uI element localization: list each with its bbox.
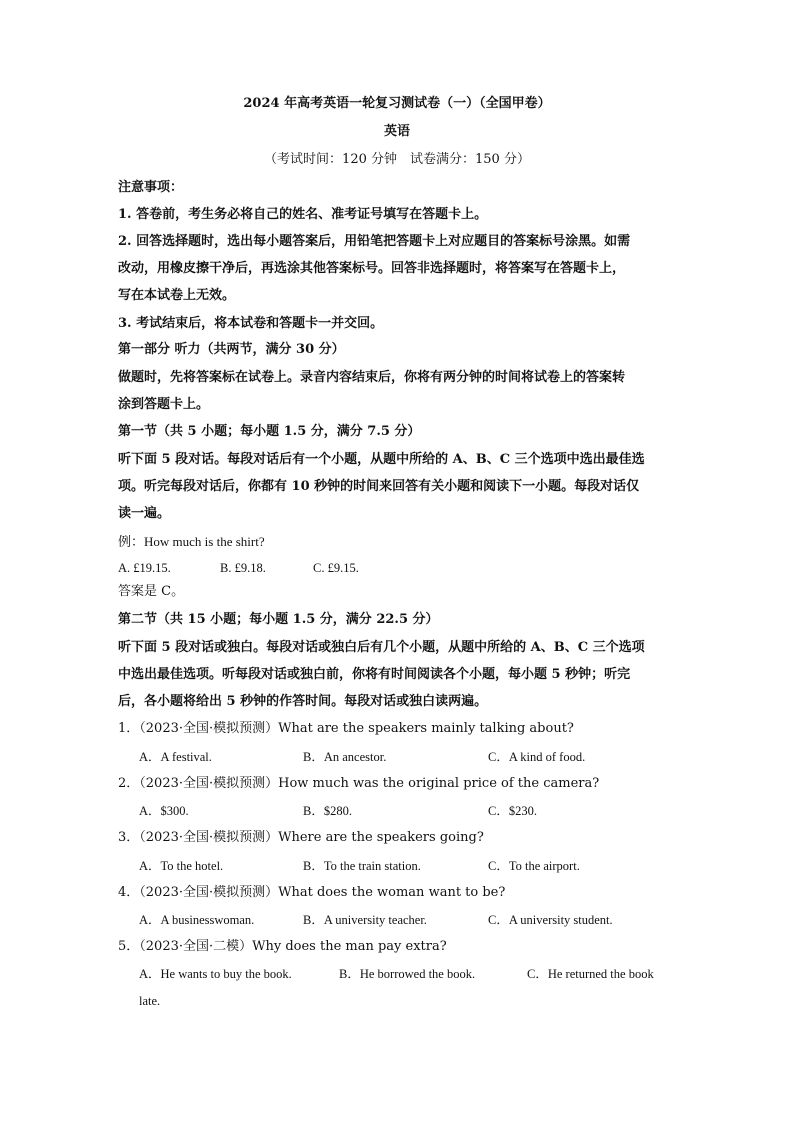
example-question: 例：How much is the shirt? xyxy=(118,534,265,549)
question-option-c: C．A university student. xyxy=(488,913,613,927)
section1-instruction-line-2: 项。听完每段对话后，你都有 10 秒钟的时间来回答有关小题和阅读下一小题。每段对话仅 xyxy=(118,479,640,494)
question-stem: 1．（2023·全国·模拟预测）What are the speakers mainly talking about? xyxy=(118,721,574,736)
note-item-3: 3. 考试结束后，将本试卷和答题卡一并交回。 xyxy=(118,316,384,331)
note-item-1: 1. 答卷前，考生务必将自己的姓名、准考证号填写在答题卡上。 xyxy=(118,207,488,222)
question-option-c: C．To the airport. xyxy=(488,859,580,873)
section1-instruction-line-1: 听下面 5 段对话。每段对话后有一个小题，从题中所给的 A、B、C 三个选项中选出最佳选 xyxy=(118,452,645,467)
question-option-a: A．A festival. xyxy=(139,750,212,764)
notes-heading: 注意事项： xyxy=(118,180,184,195)
note-item-2-line-2: 改动，用橡皮擦干净后，再选涂其他答案标号。回答非选择题时，将答案写在答题卡上， xyxy=(118,261,626,276)
question-option-a: A．He wants to buy the book. xyxy=(139,967,292,981)
question-option-b: B．He borrowed the book. xyxy=(339,967,476,981)
question-option-a: A．A businesswoman. xyxy=(139,913,255,927)
question-option-b: B．An ancestor. xyxy=(303,750,387,764)
part1-heading: 第一部分 听力（共两节，满分 30 分） xyxy=(118,342,345,357)
section2-instruction-line-1: 听下面 5 段对话或独白。每段对话或独白后有几个小题，从题中所给的 A、B、C 三个选项 xyxy=(118,640,645,655)
question-option-a: A．To the hotel. xyxy=(139,859,224,873)
question-stem: 3．（2023·全国·模拟预测）Where are the speakers going? xyxy=(118,830,484,845)
question-option-c: C．He returned the book xyxy=(527,967,654,981)
subject-title: 英语 xyxy=(383,124,410,139)
section2-instruction-line-3: 后，各小题将给出 5 秒钟的作答时间。每段对话或独白读两遍。 xyxy=(118,694,488,709)
example-option-a: A. £19.15. xyxy=(118,561,171,575)
question-stem: 2．（2023·全国·模拟预测）How much was the original price of the camera? xyxy=(118,776,600,791)
section2-instruction-line-2: 中选出最佳选项。听每段对话或独白前，你将有时间阅读各个小题，每小题 5 秒钟；听完 xyxy=(118,667,631,682)
example-answer: 答案是 C。 xyxy=(118,584,185,599)
question-stem: 4．（2023·全国·模拟预测）What does the woman want to be? xyxy=(118,885,506,900)
question-option-c: C．$230. xyxy=(488,804,537,818)
question-option-b: B．To the train station. xyxy=(303,859,421,873)
part1-instruction-line-1: 做题时，先将答案标在试卷上。录音内容结束后，你将有两分钟的时间将试卷上的答案转 xyxy=(118,370,626,385)
part1-instruction-line-2: 涂到答题卡上。 xyxy=(118,397,210,412)
exam-info: （考试时间：120 分钟 试卷满分：150 分） xyxy=(264,152,530,167)
question-option-a: A．$300. xyxy=(139,804,189,818)
note-item-2-line-1: 2. 回答选择题时，选出每小题答案后，用铅笔把答题卡上对应题目的答案标号涂黑。如需 xyxy=(118,234,631,249)
question-option-b: B．A university teacher. xyxy=(303,913,427,927)
section2-heading: 第二节（共 15 小题；每小题 1.5 分，满分 22.5 分） xyxy=(118,612,439,627)
question-stem: 5．（2023·全国·二模）Why does the man pay extra? xyxy=(118,939,447,954)
example-option-b: B. £9.18. xyxy=(220,561,266,575)
question-option-b: B．$280. xyxy=(303,804,352,818)
section1-heading: 第一节（共 5 小题；每小题 1.5 分，满分 7.5 分） xyxy=(118,424,421,439)
section1-instruction-line-3: 读一遍。 xyxy=(118,506,171,521)
question-option-c: C．A kind of food. xyxy=(488,750,586,764)
note-item-2-line-3: 写在本试卷上无效。 xyxy=(118,288,236,303)
exam-title: 2024 年高考英语一轮复习测试卷（一）（全国甲卷） xyxy=(243,96,551,111)
question-option-c-continuation: late. xyxy=(139,994,161,1008)
example-option-c: C. £9.15. xyxy=(313,561,359,575)
